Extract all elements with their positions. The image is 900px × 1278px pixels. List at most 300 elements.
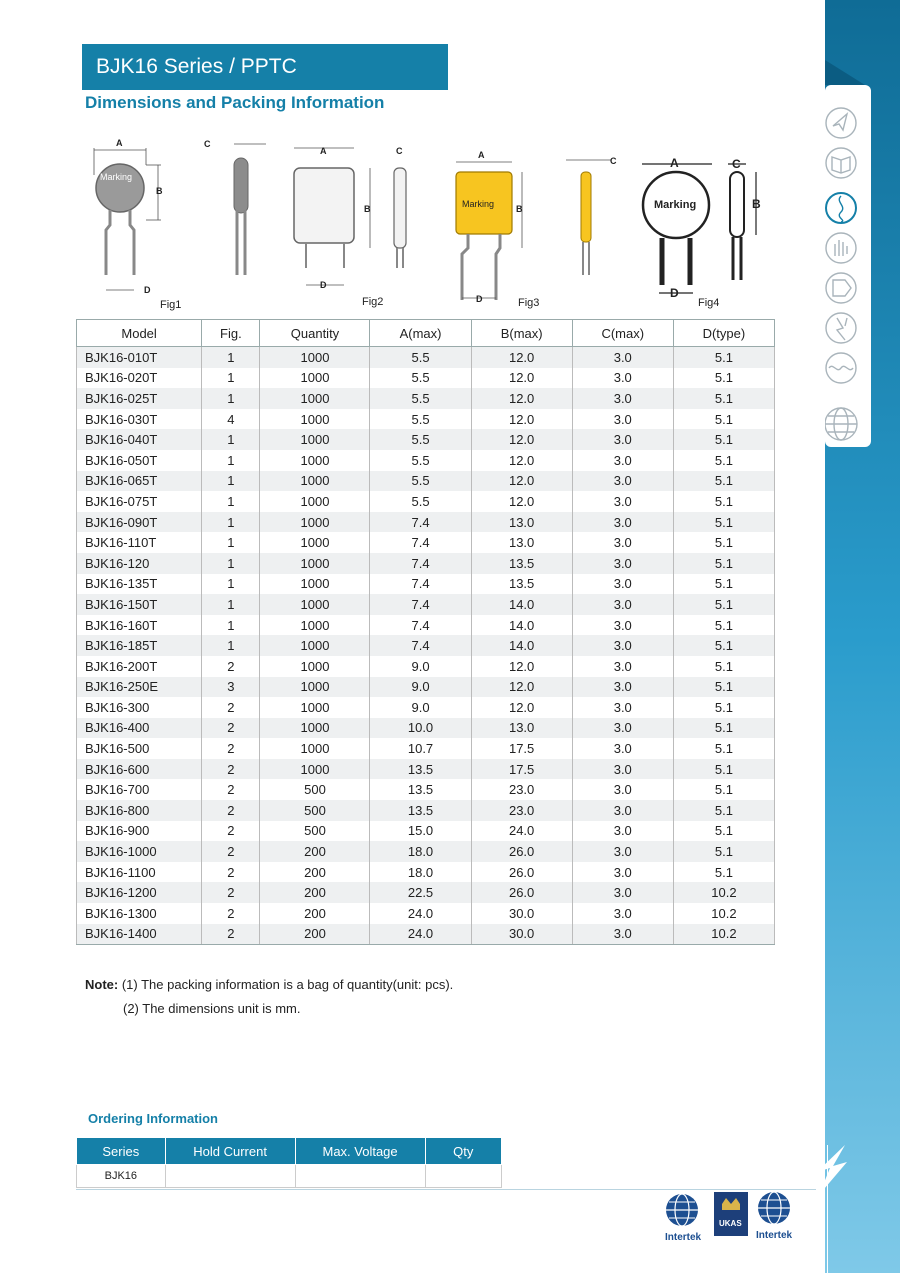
- svg-text:B: B: [752, 197, 761, 211]
- cell-fig: 1: [202, 429, 260, 450]
- cell-c-max: 3.0: [572, 429, 673, 450]
- cell-quantity: 1000: [260, 759, 370, 780]
- cell-d-type: 5.1: [673, 697, 774, 718]
- cell-b-max: 23.0: [471, 800, 572, 821]
- cell-model: BJK16-1400: [77, 924, 202, 945]
- cell-d-type: 5.1: [673, 862, 774, 883]
- cell-a-max: 7.4: [370, 532, 471, 553]
- cell-model: BJK16-900: [77, 821, 202, 842]
- cell-a-max: 7.4: [370, 574, 471, 595]
- cell-c-max: 3.0: [572, 491, 673, 512]
- cell-c-max: 3.0: [572, 903, 673, 924]
- cell-model: BJK16-150T: [77, 594, 202, 615]
- cell-a-max: 22.5: [370, 882, 471, 903]
- cell-quantity: 1000: [260, 738, 370, 759]
- cell-a-max: 18.0: [370, 841, 471, 862]
- cell-a-max: 7.4: [370, 553, 471, 574]
- svg-text:Marking: Marking: [100, 172, 133, 182]
- table-row: [77, 450, 775, 471]
- cell-fig: 1: [202, 574, 260, 595]
- svg-text:D: D: [670, 286, 679, 300]
- cell-c-max: 3.0: [572, 862, 673, 883]
- cell-a-max: 9.0: [370, 677, 471, 698]
- cell-d-type: 5.1: [673, 594, 774, 615]
- cell-model: BJK16-065T: [77, 471, 202, 492]
- cell-model: BJK16-1200: [77, 882, 202, 903]
- cell-a-max: 9.0: [370, 656, 471, 677]
- cell-b-max: 12.0: [471, 677, 572, 698]
- cell-b-max: 30.0: [471, 903, 572, 924]
- cell-fig: 3: [202, 677, 260, 698]
- cell-b-max: 13.5: [471, 553, 572, 574]
- table-row: [77, 574, 775, 595]
- ordering-qty: [425, 1165, 501, 1188]
- certs-drawing: [660, 1190, 800, 1250]
- cell-c-max: 3.0: [572, 759, 673, 780]
- cell-model: BJK16-050T: [77, 450, 202, 471]
- fig1-label: Fig1: [160, 299, 182, 311]
- cell-d-type: 5.1: [673, 471, 774, 492]
- cell-b-max: 26.0: [471, 882, 572, 903]
- cell-c-max: 3.0: [572, 800, 673, 821]
- cell-c-max: 3.0: [572, 594, 673, 615]
- cell-d-type: 5.1: [673, 388, 774, 409]
- table-row: [77, 718, 775, 739]
- table-row: [77, 656, 775, 677]
- cell-d-type: 10.2: [673, 903, 774, 924]
- cell-c-max: 3.0: [572, 882, 673, 903]
- table-row: [77, 738, 775, 759]
- cell-c-max: 3.0: [572, 718, 673, 739]
- cell-model: BJK16-135T: [77, 574, 202, 595]
- cell-b-max: 26.0: [471, 862, 572, 883]
- cell-fig: 2: [202, 718, 260, 739]
- svg-text:B: B: [516, 204, 523, 214]
- cell-model: BJK16-600: [77, 759, 202, 780]
- cell-d-type: 5.1: [673, 429, 774, 450]
- cell-a-max: 10.7: [370, 738, 471, 759]
- cell-model: BJK16-250E: [77, 677, 202, 698]
- cell-b-max: 14.0: [471, 615, 572, 636]
- svg-text:B: B: [156, 186, 163, 196]
- cell-c-max: 3.0: [572, 450, 673, 471]
- fig4-label: Fig4: [698, 297, 720, 309]
- cell-model: BJK16-160T: [77, 615, 202, 636]
- col-hold-current: Hold Current: [165, 1138, 295, 1165]
- table-header-row: [77, 320, 775, 347]
- cell-b-max: 14.0: [471, 594, 572, 615]
- intertek-globe-icon: [666, 1194, 698, 1226]
- cell-c-max: 3.0: [572, 512, 673, 533]
- cell-d-type: 5.1: [673, 821, 774, 842]
- cell-d-type: 5.1: [673, 512, 774, 533]
- svg-text:A: A: [116, 138, 123, 148]
- cell-fig: 1: [202, 553, 260, 574]
- cell-b-max: 12.0: [471, 409, 572, 430]
- col-c-max: C(max): [572, 320, 673, 347]
- col-d-type: D(type): [673, 320, 774, 347]
- fig3-label: Fig3: [518, 297, 540, 309]
- cell-model: BJK16-300: [77, 697, 202, 718]
- cell-quantity: 1000: [260, 388, 370, 409]
- cell-a-max: 5.5: [370, 347, 471, 368]
- fig4-drawing: [642, 156, 761, 300]
- cell-fig: 2: [202, 738, 260, 759]
- cell-a-max: 10.0: [370, 718, 471, 739]
- ukas-crown-icon: [714, 1192, 748, 1236]
- cell-b-max: 23.0: [471, 779, 572, 800]
- cell-fig: 2: [202, 779, 260, 800]
- table-row: [77, 882, 775, 903]
- svg-text:D: D: [476, 294, 483, 304]
- table-row: [77, 368, 775, 389]
- cell-d-type: 5.1: [673, 759, 774, 780]
- side-strip-drawing: [825, 0, 900, 1273]
- cell-b-max: 17.5: [471, 759, 572, 780]
- cell-fig: 1: [202, 491, 260, 512]
- table-row: [77, 491, 775, 512]
- cell-a-max: 13.5: [370, 779, 471, 800]
- cell-fig: 1: [202, 388, 260, 409]
- cell-b-max: 12.0: [471, 491, 572, 512]
- cell-quantity: 1000: [260, 574, 370, 595]
- cell-fig: 1: [202, 615, 260, 636]
- svg-text:B: B: [364, 204, 371, 214]
- fig3-drawing: [456, 150, 617, 304]
- cell-c-max: 3.0: [572, 471, 673, 492]
- figures-drawing: [76, 130, 776, 315]
- cell-d-type: 5.1: [673, 574, 774, 595]
- cell-b-max: 12.0: [471, 697, 572, 718]
- cell-a-max: 5.5: [370, 429, 471, 450]
- cell-model: BJK16-020T: [77, 368, 202, 389]
- cell-d-type: 5.1: [673, 491, 774, 512]
- cell-quantity: 200: [260, 903, 370, 924]
- table-row: [77, 697, 775, 718]
- cell-model: BJK16-040T: [77, 429, 202, 450]
- cell-b-max: 13.0: [471, 718, 572, 739]
- cell-b-max: 14.0: [471, 635, 572, 656]
- cell-d-type: 5.1: [673, 841, 774, 862]
- cell-b-max: 12.0: [471, 368, 572, 389]
- note-line-1: [85, 973, 453, 997]
- cell-a-max: 15.0: [370, 821, 471, 842]
- cell-a-max: 5.5: [370, 471, 471, 492]
- cell-model: BJK16-700: [77, 779, 202, 800]
- cell-b-max: 17.5: [471, 738, 572, 759]
- table-row: [77, 800, 775, 821]
- cell-c-max: 3.0: [572, 697, 673, 718]
- cell-b-max: 13.0: [471, 512, 572, 533]
- cell-a-max: 24.0: [370, 903, 471, 924]
- svg-text:A: A: [478, 150, 485, 160]
- cell-b-max: 30.0: [471, 924, 572, 945]
- cell-fig: 2: [202, 862, 260, 883]
- note-line-2: (2) The dimensions unit is mm.: [123, 1001, 301, 1016]
- cell-d-type: 10.2: [673, 882, 774, 903]
- svg-text:D: D: [144, 285, 151, 295]
- col-a-max: A(max): [370, 320, 471, 347]
- table-row: [77, 779, 775, 800]
- cell-a-max: 24.0: [370, 924, 471, 945]
- cell-model: BJK16-1300: [77, 903, 202, 924]
- cell-a-max: 5.5: [370, 388, 471, 409]
- col-max-voltage: Max. Voltage: [295, 1138, 425, 1165]
- cell-a-max: 13.5: [370, 759, 471, 780]
- table-row: [77, 553, 775, 574]
- table-row: [77, 409, 775, 430]
- cell-model: BJK16-010T: [77, 347, 202, 368]
- table-row: [77, 388, 775, 409]
- cell-b-max: 12.0: [471, 450, 572, 471]
- cell-quantity: 1000: [260, 615, 370, 636]
- cell-model: BJK16-120: [77, 553, 202, 574]
- svg-text:Marking: Marking: [462, 199, 495, 209]
- cell-d-type: 5.1: [673, 738, 774, 759]
- cell-c-max: 3.0: [572, 821, 673, 842]
- cell-a-max: 13.5: [370, 800, 471, 821]
- cell-d-type: 5.1: [673, 656, 774, 677]
- table-row: [77, 677, 775, 698]
- cell-d-type: 5.1: [673, 800, 774, 821]
- cell-a-max: 5.5: [370, 450, 471, 471]
- col-model: Model: [77, 320, 202, 347]
- ordering-table: [76, 1137, 502, 1188]
- cell-fig: 2: [202, 656, 260, 677]
- cell-d-type: 5.1: [673, 615, 774, 636]
- col-qty: Qty: [425, 1138, 501, 1165]
- cell-c-max: 3.0: [572, 532, 673, 553]
- svg-text:C: C: [610, 156, 617, 166]
- cell-quantity: 1000: [260, 635, 370, 656]
- table-row: [77, 512, 775, 533]
- col-b-max: B(max): [471, 320, 572, 347]
- ordering-series: BJK16: [77, 1165, 166, 1188]
- cell-fig: 1: [202, 368, 260, 389]
- certification-logos: [660, 1190, 800, 1250]
- ordering-hold-current: [165, 1165, 295, 1188]
- cell-quantity: 1000: [260, 532, 370, 553]
- svg-text:UKAS: UKAS: [719, 1219, 742, 1228]
- table-row: [77, 924, 775, 945]
- cell-fig: 1: [202, 594, 260, 615]
- svg-text:Intertek: Intertek: [665, 1232, 702, 1243]
- cell-quantity: 1000: [260, 656, 370, 677]
- svg-text:Marking: Marking: [654, 199, 697, 211]
- table-body: [77, 347, 775, 945]
- notes: [85, 973, 453, 1021]
- cell-a-max: 7.4: [370, 635, 471, 656]
- cell-c-max: 3.0: [572, 779, 673, 800]
- cell-fig: 2: [202, 821, 260, 842]
- table-row: [77, 821, 775, 842]
- cell-model: BJK16-025T: [77, 388, 202, 409]
- cell-c-max: 3.0: [572, 924, 673, 945]
- cell-model: BJK16-1100: [77, 862, 202, 883]
- cell-model: BJK16-185T: [77, 635, 202, 656]
- cell-b-max: 13.5: [471, 574, 572, 595]
- cell-model: BJK16-030T: [77, 409, 202, 430]
- cell-a-max: 7.4: [370, 512, 471, 533]
- cell-quantity: 1000: [260, 677, 370, 698]
- cell-d-type: 5.1: [673, 677, 774, 698]
- cell-a-max: 7.4: [370, 594, 471, 615]
- fig2-drawing: [294, 146, 406, 290]
- col-fig: Fig.: [202, 320, 260, 347]
- table-row: [77, 635, 775, 656]
- dimension-figures: [76, 130, 776, 315]
- table-row: [77, 594, 775, 615]
- intertek-globe-icon-2: [758, 1192, 790, 1224]
- fig1-drawing: [94, 138, 266, 295]
- ordering-row: [77, 1165, 502, 1188]
- cell-d-type: 5.1: [673, 368, 774, 389]
- svg-text:C: C: [396, 146, 403, 156]
- cell-d-type: 5.1: [673, 553, 774, 574]
- cell-d-type: 5.1: [673, 347, 774, 368]
- cell-b-max: 13.0: [471, 532, 572, 553]
- table-row: [77, 429, 775, 450]
- cell-c-max: 3.0: [572, 347, 673, 368]
- note-text-1: (1) The packing information is a bag of quantity(unit: pcs).: [121, 977, 454, 992]
- cell-fig: 1: [202, 450, 260, 471]
- cell-b-max: 12.0: [471, 347, 572, 368]
- cell-d-type: 10.2: [673, 924, 774, 945]
- svg-text:Intertek: Intertek: [756, 1230, 793, 1241]
- cell-d-type: 5.1: [673, 779, 774, 800]
- cell-model: BJK16-075T: [77, 491, 202, 512]
- cell-b-max: 24.0: [471, 821, 572, 842]
- cell-b-max: 26.0: [471, 841, 572, 862]
- cell-model: BJK16-090T: [77, 512, 202, 533]
- cell-quantity: 1000: [260, 409, 370, 430]
- cell-quantity: 1000: [260, 512, 370, 533]
- svg-text:A: A: [320, 146, 327, 156]
- cell-fig: 2: [202, 841, 260, 862]
- cell-model: BJK16-800: [77, 800, 202, 821]
- cell-fig: 2: [202, 882, 260, 903]
- cell-c-max: 3.0: [572, 677, 673, 698]
- note-label: Note:: [85, 977, 119, 992]
- cell-a-max: 7.4: [370, 615, 471, 636]
- cell-fig: 2: [202, 903, 260, 924]
- cell-model: BJK16-110T: [77, 532, 202, 553]
- cell-c-max: 3.0: [572, 656, 673, 677]
- svg-text:D: D: [320, 280, 327, 290]
- cell-c-max: 3.0: [572, 553, 673, 574]
- cell-quantity: 1000: [260, 594, 370, 615]
- col-quantity: Quantity: [260, 320, 370, 347]
- side-navigation-strip: [825, 0, 900, 1273]
- table-row: [77, 862, 775, 883]
- cell-quantity: 1000: [260, 491, 370, 512]
- table-row: [77, 615, 775, 636]
- cell-c-max: 3.0: [572, 635, 673, 656]
- cell-quantity: 200: [260, 924, 370, 945]
- cell-fig: 1: [202, 635, 260, 656]
- cell-c-max: 3.0: [572, 368, 673, 389]
- cell-quantity: 1000: [260, 368, 370, 389]
- section-title: Dimensions and Packing Information: [85, 93, 385, 112]
- cell-quantity: 1000: [260, 718, 370, 739]
- cell-quantity: 1000: [260, 347, 370, 368]
- fig2-label: Fig2: [362, 296, 384, 308]
- cell-a-max: 5.5: [370, 368, 471, 389]
- cell-a-max: 5.5: [370, 409, 471, 430]
- cell-fig: 2: [202, 924, 260, 945]
- cell-quantity: 500: [260, 821, 370, 842]
- cell-quantity: 1000: [260, 450, 370, 471]
- cell-quantity: 1000: [260, 429, 370, 450]
- cell-fig: 1: [202, 471, 260, 492]
- cell-b-max: 12.0: [471, 388, 572, 409]
- cell-c-max: 3.0: [572, 388, 673, 409]
- cell-fig: 1: [202, 347, 260, 368]
- cell-model: BJK16-500: [77, 738, 202, 759]
- cell-fig: 2: [202, 800, 260, 821]
- ordering-title: Ordering Information: [88, 1111, 218, 1126]
- cell-model: BJK16-400: [77, 718, 202, 739]
- ordering-max-voltage: [295, 1165, 425, 1188]
- cell-b-max: 12.0: [471, 471, 572, 492]
- table-row: [77, 532, 775, 553]
- ordering-header-row: [77, 1138, 502, 1165]
- cell-quantity: 200: [260, 841, 370, 862]
- table-row: [77, 903, 775, 924]
- cell-fig: 4: [202, 409, 260, 430]
- page-title: BJK16 Series / PPTC: [82, 44, 448, 90]
- cell-quantity: 1000: [260, 471, 370, 492]
- cell-quantity: 1000: [260, 553, 370, 574]
- cell-fig: 1: [202, 532, 260, 553]
- cell-c-max: 3.0: [572, 738, 673, 759]
- svg-text:C: C: [204, 139, 211, 149]
- cell-d-type: 5.1: [673, 718, 774, 739]
- cell-model: BJK16-200T: [77, 656, 202, 677]
- table-row: [77, 471, 775, 492]
- cell-a-max: 9.0: [370, 697, 471, 718]
- cell-a-max: 5.5: [370, 491, 471, 512]
- cell-c-max: 3.0: [572, 615, 673, 636]
- table-row: [77, 347, 775, 368]
- cell-fig: 2: [202, 697, 260, 718]
- cell-c-max: 3.0: [572, 409, 673, 430]
- cell-d-type: 5.1: [673, 450, 774, 471]
- table-row: [77, 841, 775, 862]
- cell-b-max: 12.0: [471, 656, 572, 677]
- cell-d-type: 5.1: [673, 409, 774, 430]
- cell-quantity: 500: [260, 779, 370, 800]
- cell-model: BJK16-1000: [77, 841, 202, 862]
- cell-quantity: 1000: [260, 697, 370, 718]
- cell-fig: 1: [202, 512, 260, 533]
- cell-c-max: 3.0: [572, 841, 673, 862]
- cell-quantity: 200: [260, 882, 370, 903]
- svg-text:A: A: [670, 156, 679, 170]
- cell-c-max: 3.0: [572, 574, 673, 595]
- cell-d-type: 5.1: [673, 635, 774, 656]
- col-series: Series: [77, 1138, 166, 1165]
- cell-a-max: 18.0: [370, 862, 471, 883]
- cell-quantity: 200: [260, 862, 370, 883]
- cell-d-type: 5.1: [673, 532, 774, 553]
- cell-quantity: 500: [260, 800, 370, 821]
- dimensions-table: [76, 319, 775, 945]
- table-row: [77, 759, 775, 780]
- cell-fig: 2: [202, 759, 260, 780]
- cell-b-max: 12.0: [471, 429, 572, 450]
- svg-text:C: C: [732, 157, 741, 171]
